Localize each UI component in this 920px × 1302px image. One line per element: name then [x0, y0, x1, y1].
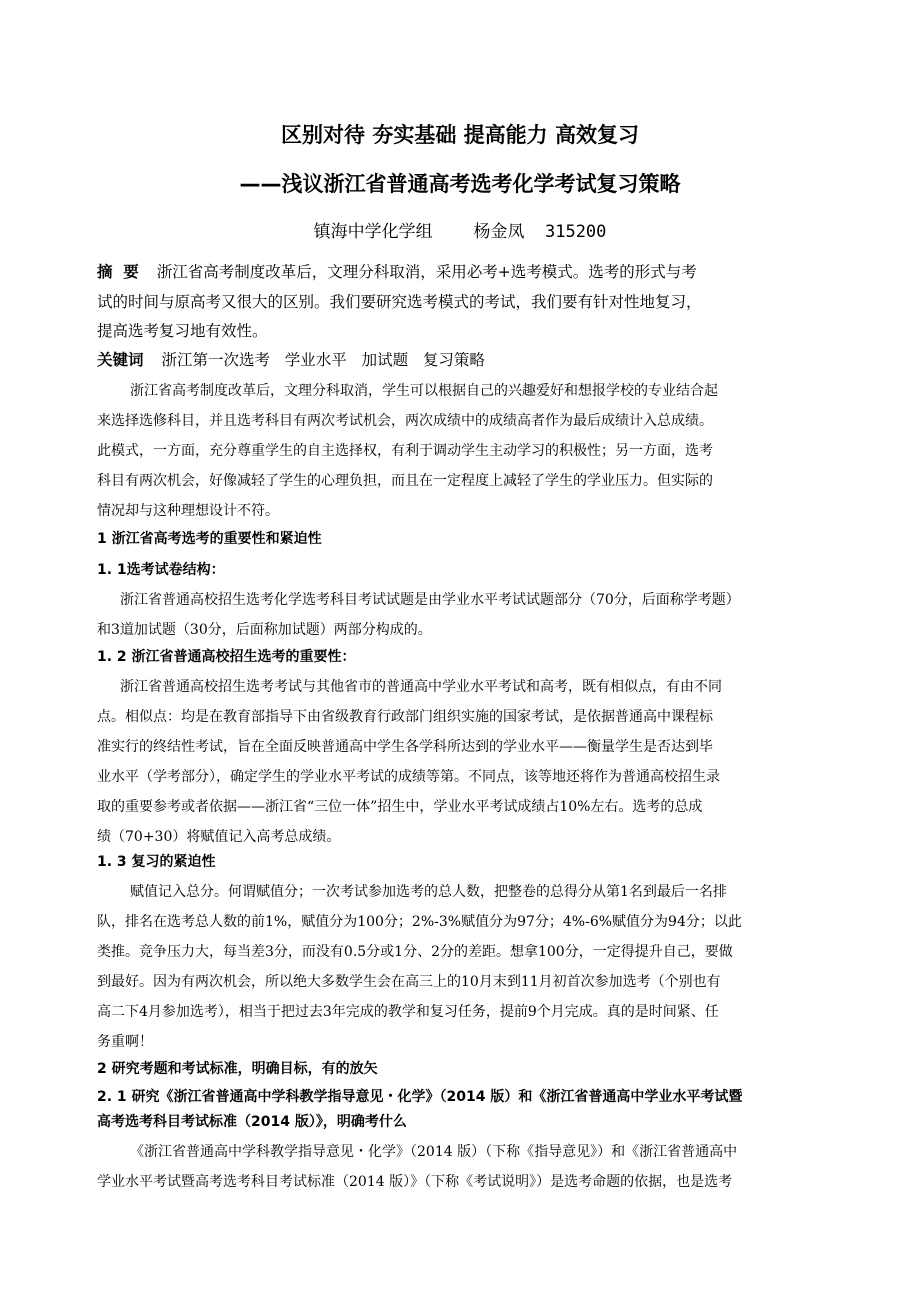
s13-line-4: 到最好。因为有两次机会，所以绝大多数学生会在高三上的10月末到11月初首次参加选考（个别也有 [97, 974, 721, 990]
s12-line-5: 取的重要参考或者依据——浙江省“三位一体”招生中，学业水平考试成绩占10%左右。选考的总成 [97, 799, 703, 815]
abstract-text: 浙江省高考制度改革后，文理分科取消，采用必考+选考模式。选考的形式与考 [156, 263, 697, 281]
s13-line-5: 高二下4月参加选考），相当于把过去3年完成的教学和复习任务，提前9个月完成。真的是时间紧、任 [97, 1004, 719, 1020]
main-title: 区别对待 夯实基础 提高能力 高效复习 [281, 123, 639, 147]
intro-line-2: 来选择选修科目，并且选考科目有两次考试机会，两次成绩中的成绩高者作为最后成绩计入总成绩。 [97, 413, 713, 429]
author-line: 镇海中学化学组 杨金凤 315200 [313, 222, 607, 242]
s21-line-1: 《浙江省普通高中学科教学指导意见・化学》（2014 版）（下称《指导意见》）和《浙江省普通高中 [130, 1144, 738, 1160]
section-1-2-heading: 1. 2 浙江省普通高校招生选考的重要性： [97, 649, 356, 665]
section-2-1-heading-line-2: 高考选考科目考试标准（2014 版）》，明确考什么 [97, 1114, 407, 1130]
abstract-line-1 [97, 262, 697, 282]
s12-line-1: 浙江省普通高校招生选考考试与其他省市的普通高中学业水平考试和高考，既有相似点，有由不同 [120, 679, 722, 695]
s12-line-4: 业水平（学考部分），确定学生的学业水平考试的成绩等第。不同点，该等地还将作为普通高校招生录 [97, 769, 720, 785]
s12-line-6: 绩（70+30）将赋值记入高考总成绩。 [97, 829, 341, 845]
intro-line-1: 浙江省高考制度改革后，文理分科取消，学生可以根据自己的兴趣爱好和想报学校的专业结合起 [130, 383, 718, 399]
s13-line-6: 务重啊！ [97, 1034, 153, 1050]
abstract-line-3: 提高选考复习地有效性。 [97, 322, 268, 340]
section-1-heading: 1 浙江省高考选考的重要性和紧迫性 [97, 531, 322, 547]
s12-line-3: 准实行的终结性考试，旨在全面反映普通高中学生各学科所达到的学业水平——衡量学生是否达到毕 [97, 739, 713, 755]
s11-line-2: 和3道加试题（30分，后面称加试题）两部分构成的。 [97, 622, 432, 638]
s13-line-2: 队，排名在选考总人数的前1%，赋值分为100分；2%-3%赋值分为97分；4%-6%赋值分为94分；以此 [97, 914, 742, 930]
section-2-1-heading-line-1: 2. 1 研究《浙江省普通高中学科教学指导意见・化学》（2014 版）和《浙江省普通高中学业水平考试暨 [97, 1089, 743, 1105]
keywords-line [97, 350, 485, 370]
section-1-1-heading: 1. 1选考试卷结构： [97, 562, 225, 578]
s11-line-1: 浙江省普通高校招生选考化学选考科目考试试题是由学业水平考试试题部分（70分，后面称学考题） [120, 592, 740, 608]
s13-line-3: 类推。竞争压力大，每当差3分，而没有0.5分或1分、2分的差距。想拿100分，一定得提升自己，要做 [97, 944, 733, 960]
abstract-label: 摘 要 [97, 263, 139, 281]
s12-line-2: 点。相似点：均是在教育部指导下由省级教育行政部门组织实施的国家考试，是依据普通高中课程标 [97, 709, 713, 725]
intro-line-3: 此模式，一方面，充分尊重学生的自主选择权，有利于调动学生主动学习的积极性；另一方面，选考 [97, 443, 713, 459]
subtitle: ——浅议浙江省普通高考选考化学考试复习策略 [239, 172, 681, 196]
s21-line-2: 学业水平考试暨高考选考科目考试标准（2014 版）》（下称《考试说明》）是选考命题的依据，也是选考 [97, 1174, 733, 1190]
section-2-heading: 2 研究考题和考试标准，明确目标，有的放矢 [97, 1061, 378, 1077]
s13-line-1: 赋值记入总分。何谓赋值分；一次考试参加选考的总人数，把整卷的总得分从第1名到最后一名排 [130, 884, 727, 900]
keywords-text: 浙江第一次选考 学业水平 加试题 复习策略 [161, 351, 485, 369]
abstract-line-2: 试的时间与原高考又很大的区别。我们要研究选考模式的考试，我们要有针对性地复习， [97, 293, 702, 311]
intro-line-5: 情况却与这种理想设计不符。 [97, 503, 279, 519]
intro-line-4: 科目有两次机会，好像减轻了学生的心理负担，而且在一定程度上减轻了学生的学业压力。但实际的 [97, 473, 713, 489]
section-1-3-heading: 1. 3 复习的紧迫性 [97, 854, 216, 870]
keywords-label: 关键词 [97, 351, 144, 369]
